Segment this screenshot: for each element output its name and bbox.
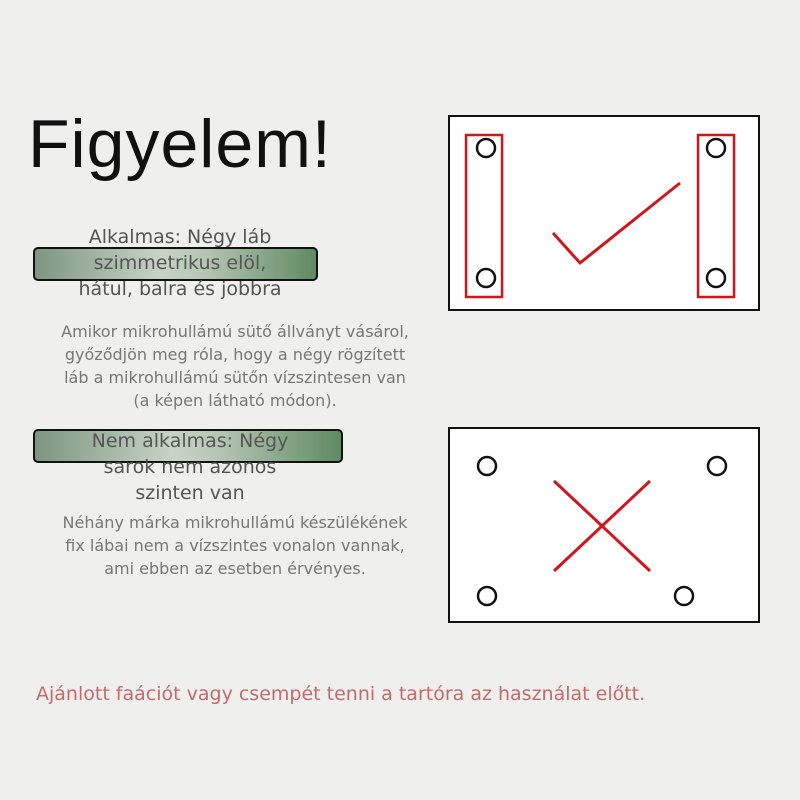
- description-line: ami ebben az esetben érvényes.: [104, 559, 366, 578]
- description-line: Néhány márka mikrohullámú készülékének: [62, 513, 408, 532]
- correct-feet-diagram: [448, 115, 760, 311]
- heading-line: Nem alkalmas: Négy: [91, 430, 289, 452]
- heading-line: szimmetrikus elöl,: [93, 252, 267, 274]
- page-title: Figyelem!: [28, 106, 332, 182]
- incorrect-feet-diagram: [448, 427, 760, 623]
- description-line: győződjön meg róla, hogy a négy rögzített: [64, 345, 406, 364]
- heading-line: hátul, balra és jobbra: [78, 278, 282, 300]
- heading-line: szinten van: [135, 482, 245, 504]
- unsuitable-heading: [20, 428, 360, 506]
- heading-line: Alkalmas: Négy láb: [88, 226, 272, 248]
- description-line: Amikor mikrohullámú sütő állványt vásárol,: [61, 322, 409, 341]
- unsuitable-description: [20, 511, 450, 580]
- heading-line: sarok nem azonos: [103, 456, 277, 478]
- suitable-heading: [20, 224, 340, 302]
- description-line: (a képen látható módon).: [133, 391, 337, 410]
- recommendation-note: Ajánlott faációt vagy csempét tenni a tartóra az használat előtt.: [36, 683, 646, 705]
- description-line: láb a mikrohullámú sütőn vízszintesen van: [64, 368, 406, 387]
- suitable-description: [20, 320, 450, 412]
- description-line: fix lábai nem a vízszintes vonalon vannak,: [65, 536, 405, 555]
